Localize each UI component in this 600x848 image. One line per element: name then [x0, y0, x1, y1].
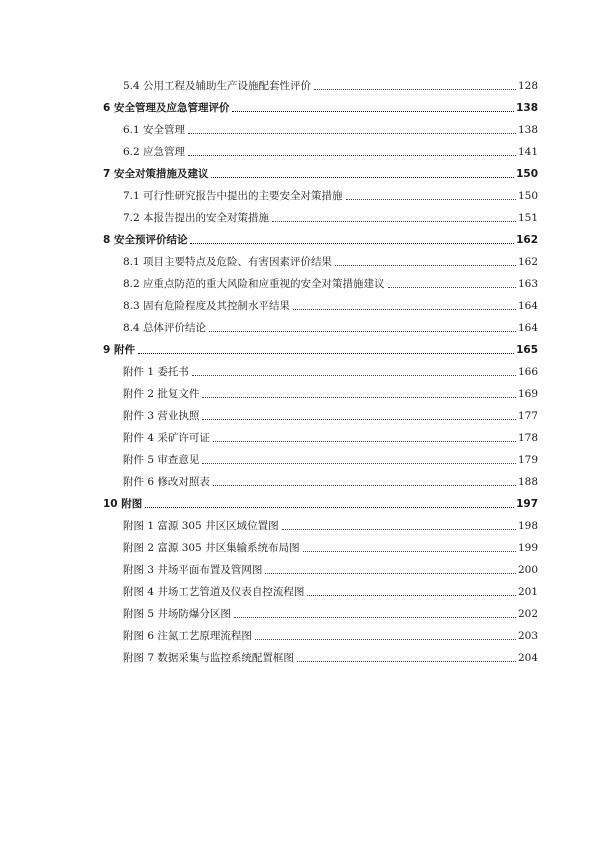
toc-page-number: 178	[517, 432, 538, 444]
toc-entry-title: 5.4 公用工程及辅助生产设施配套性评价	[123, 80, 312, 92]
toc-page-number: 151	[517, 212, 538, 224]
toc-chapter-entry[interactable]	[103, 339, 538, 357]
toc-leader-dots	[314, 88, 516, 90]
toc-page-number: 166	[517, 366, 538, 378]
toc-page-number: 199	[517, 542, 538, 554]
toc-page-number: 162	[517, 256, 538, 268]
toc-page-number: 201	[517, 586, 538, 598]
toc-chapter-entry[interactable]	[103, 229, 538, 247]
toc-section-entry[interactable]	[123, 361, 538, 379]
toc-leader-dots	[213, 484, 516, 486]
toc-entry-title: 附件 6 修改对照表	[123, 476, 210, 488]
toc-section-entry[interactable]	[123, 405, 538, 423]
toc-section-entry[interactable]	[123, 603, 538, 621]
toc-entry-title: 附图 1 富源 305 井区区域位置图	[123, 520, 279, 532]
toc-section-entry[interactable]	[123, 295, 538, 313]
toc-leader-dots	[346, 198, 516, 200]
toc-page-number: 150	[516, 168, 538, 180]
toc-entry-title: 附件 5 审查意见	[123, 454, 200, 466]
toc-page-number: 197	[516, 498, 538, 510]
toc-section-entry[interactable]	[123, 317, 538, 335]
toc-page-number: 164	[517, 322, 538, 334]
toc-page-number: 177	[517, 410, 538, 422]
toc-section-entry[interactable]	[123, 449, 538, 467]
toc-entry-title: 7.2 本报告提出的安全对策措施	[123, 212, 270, 224]
toc-page-number: 128	[517, 80, 538, 92]
toc-page-number: 162	[516, 234, 538, 246]
toc-leader-dots	[293, 308, 516, 310]
toc-leader-dots	[213, 440, 516, 442]
toc-leader-dots	[209, 330, 516, 332]
toc-entry-title: 6.1 安全管理	[123, 124, 186, 136]
toc-page-number: 163	[517, 278, 538, 290]
toc-leader-dots	[232, 110, 514, 112]
toc-entry-title: 8.2 应重点防范的重大风险和应重视的安全对策措施建议	[123, 278, 385, 290]
toc-page-number: 169	[517, 388, 538, 400]
toc-entry-title: 8.1 项目主要特点及危险、有害因素评价结果	[123, 256, 333, 268]
toc-leader-dots	[297, 660, 516, 662]
toc-entry-title: 8 安全预评价结论	[103, 234, 188, 246]
toc-section-entry[interactable]	[123, 141, 538, 159]
toc-leader-dots	[307, 594, 516, 596]
toc-entry-title: 7.1 可行性研究报告中提出的主要安全对策措施	[123, 190, 343, 202]
toc-entry-title: 8.4 总体评价结论	[123, 322, 207, 334]
toc-section-entry[interactable]	[123, 647, 538, 665]
toc-entry-title: 附图 2 富源 305 井区集输系统布局图	[123, 542, 300, 554]
toc-leader-dots	[202, 462, 516, 464]
toc-leader-dots	[211, 176, 514, 178]
toc-entry-title: 9 附件	[103, 344, 135, 356]
toc-entry-title: 6 安全管理及应急管理评价	[103, 102, 230, 114]
toc-section-entry[interactable]	[123, 75, 538, 93]
toc-page-number: 165	[516, 344, 538, 356]
toc-leader-dots	[138, 352, 514, 354]
toc-page-number: 188	[517, 476, 538, 488]
toc-chapter-entry[interactable]	[103, 163, 538, 181]
toc-page-number: 138	[516, 102, 538, 114]
toc-leader-dots	[303, 550, 516, 552]
toc-leader-dots	[202, 396, 516, 398]
toc-section-entry[interactable]	[123, 559, 538, 577]
toc-leader-dots	[272, 220, 516, 222]
toc-page-number: 198	[517, 520, 538, 532]
toc-entry-title: 7 安全对策措施及建议	[103, 168, 209, 180]
toc-entry-title: 附图 7 数据采集与监控系统配置框图	[123, 652, 294, 664]
toc-page-number: 179	[517, 454, 538, 466]
toc-leader-dots	[188, 154, 516, 156]
toc-leader-dots	[388, 286, 516, 288]
toc-page-number: 202	[517, 608, 538, 620]
toc-chapter-entry[interactable]	[103, 97, 538, 115]
toc-entry-title: 附件 4 采矿许可证	[123, 432, 210, 444]
toc-page-number: 204	[517, 652, 538, 664]
toc-page-number: 203	[517, 630, 538, 642]
toc-leader-dots	[188, 132, 516, 134]
toc-section-entry[interactable]	[123, 581, 538, 599]
toc-section-entry[interactable]	[123, 427, 538, 445]
toc-entry-title: 6.2 应急管理	[123, 146, 186, 158]
toc-section-entry[interactable]	[123, 625, 538, 643]
toc-entry-title: 附图 3 井场平面布置及管网图	[123, 564, 263, 576]
toc-page-number: 150	[517, 190, 538, 202]
toc-entry-title: 附图 4 井场工艺管道及仪表自控流程图	[123, 586, 305, 598]
toc-section-entry[interactable]	[123, 383, 538, 401]
toc-leader-dots	[234, 616, 516, 618]
toc-chapter-entry[interactable]	[103, 493, 538, 511]
toc-leader-dots	[265, 572, 516, 574]
toc-entry-title: 8.3 固有危险程度及其控制水平结果	[123, 300, 291, 312]
toc-leader-dots	[282, 528, 516, 530]
toc-leader-dots	[190, 242, 514, 244]
toc-entry-title: 附图 6 注氮工艺原理流程图	[123, 630, 252, 642]
toc-entry-title: 附图 5 井场防爆分区图	[123, 608, 231, 620]
toc-page-number: 141	[517, 146, 538, 158]
toc-section-entry[interactable]	[123, 515, 538, 533]
toc-page-number: 164	[517, 300, 538, 312]
toc-entry-title: 附件 2 批复文件	[123, 388, 200, 400]
toc-page-number: 200	[517, 564, 538, 576]
toc-section-entry[interactable]	[123, 251, 538, 269]
toc-leader-dots	[335, 264, 516, 266]
toc-section-entry[interactable]	[123, 119, 538, 137]
toc-entry-title: 附件 3 营业执照	[123, 410, 200, 422]
toc-section-entry[interactable]	[123, 537, 538, 555]
toc-leader-dots	[192, 374, 516, 376]
toc-leader-dots	[145, 506, 514, 508]
toc-leader-dots	[202, 418, 516, 420]
toc-section-entry[interactable]	[123, 471, 538, 489]
toc-section-entry[interactable]	[123, 207, 538, 225]
toc-section-entry[interactable]	[123, 273, 538, 291]
toc-page-number: 138	[517, 124, 538, 136]
toc-leader-dots	[255, 638, 516, 640]
toc-entry-title: 10 附图	[103, 498, 143, 510]
toc-entry-title: 附件 1 委托书	[123, 366, 189, 378]
toc-section-entry[interactable]	[123, 185, 538, 203]
